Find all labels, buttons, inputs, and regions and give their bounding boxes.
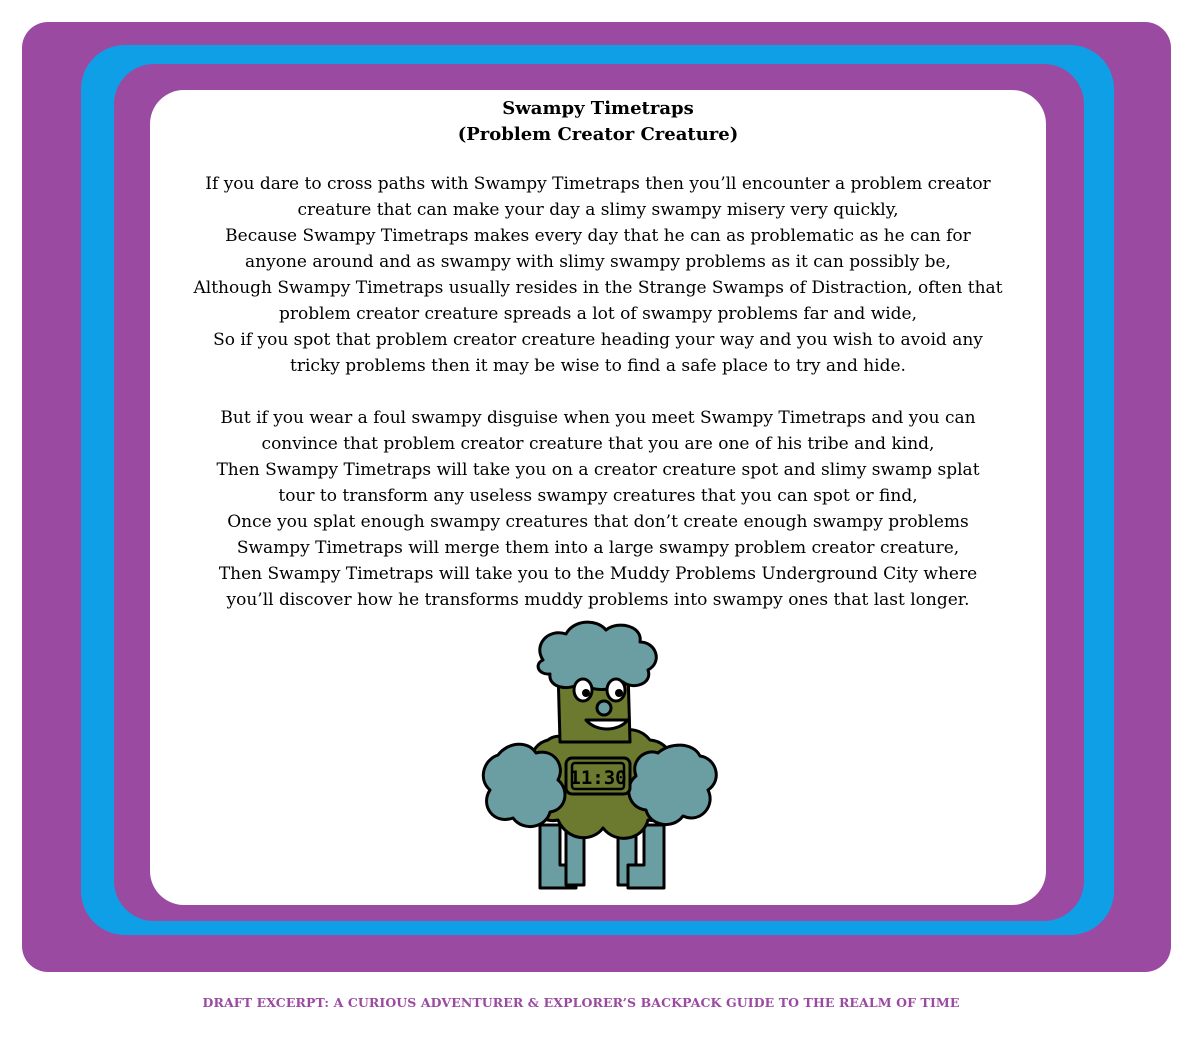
poem-line: Then Swampy Timetraps will take you on a creator creature spot and slimy swamp splat [216,460,980,480]
poem-line: anyone around and as swampy with slimy swampy problems as it can possibly be, [245,252,951,272]
poem-line: creature that can make your day a slimy swampy misery very quickly, [297,200,899,220]
poem-stanza-2 [150,405,1046,613]
swampy-timetraps-creature-icon [478,620,728,896]
poem-line: But if you wear a foul swampy disguise when you meet Swampy Timetraps and you can [220,408,976,428]
poem-line: you’ll discover how he transforms muddy problems into swampy ones that last longer. [226,590,970,610]
poem-line: If you dare to cross paths with Swampy Timetraps then you’ll encounter a problem creator [205,174,991,194]
poem-line: Then Swampy Timetraps will take you to the Muddy Problems Underground City where [218,564,978,584]
poem-line: So if you spot that problem creator creature heading your way and you wish to avoid any [213,330,983,350]
poem-line: Swampy Timetraps will merge them into a large swampy problem creator creature, [236,538,960,558]
poem-line: Because Swampy Timetraps makes every day that he can as problematic as he can for [225,226,971,246]
clock-display: 11:30 [569,767,627,789]
poem-stanza-1 [150,171,1046,379]
poem-line: tour to transform any useless swampy creatures that you can spot or find, [278,486,918,506]
poem-subtitle: (Problem Creator Creature) [457,124,739,145]
poem-line: Although Swampy Timetraps usually resides in the Strange Swamps of Distraction, often that [193,278,1003,298]
poem-title: Swampy Timetraps [502,98,694,119]
footer-caption: DRAFT EXCERPT: A CURIOUS ADVENTURER & EXPLORER’S BACKPACK GUIDE TO THE REALM OF TIME [202,995,960,1010]
poem-line: tricky problems then it may be wise to find a safe place to try and hide. [290,356,906,376]
poem-line: Once you splat enough swampy creatures that don’t create enough swampy problems [227,512,969,532]
poem-line: convince that problem creator creature that you are one of his tribe and kind, [261,434,935,454]
poem-line: problem creator creature spreads a lot of swampy problems far and wide, [278,304,918,324]
poem-heading [150,96,1046,148]
